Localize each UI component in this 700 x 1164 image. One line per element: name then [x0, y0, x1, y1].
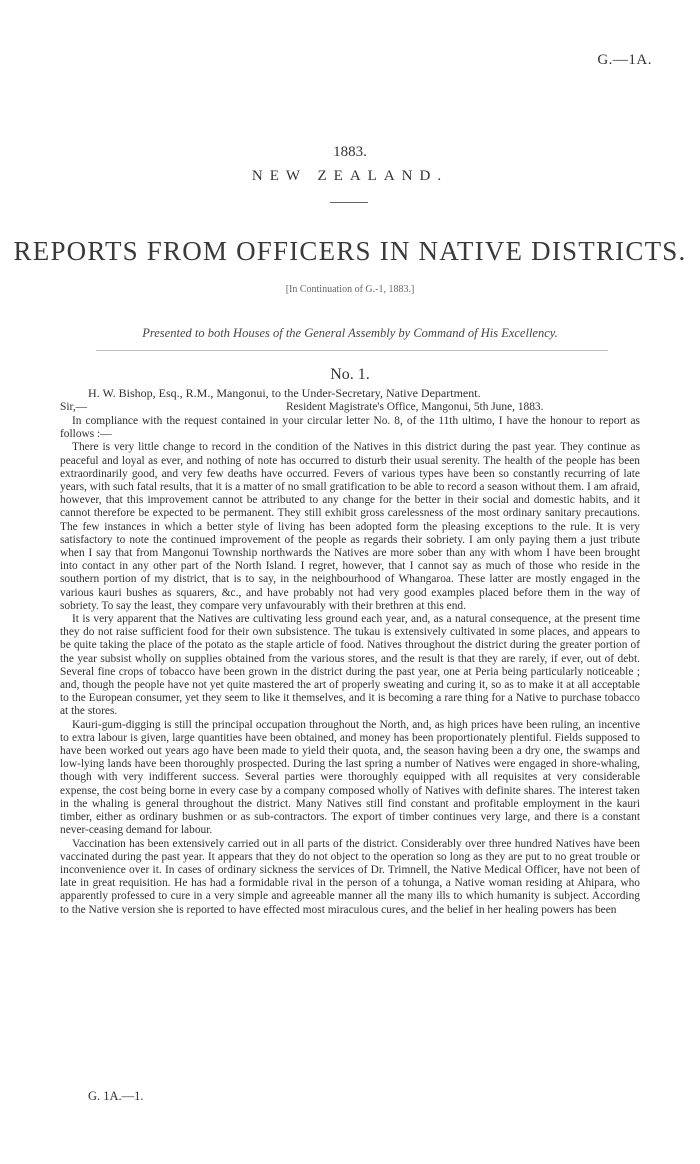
paragraph-health: There is very little change to record in the condition of the Natives in this district during the past year. They continue as peaceful and loyal as ever, and nothing of note has occurred to disturb their usual serenity. The health of the people has been extraordinarily good, and very few deaths have occurred. Fevers of various types have been so constantly recurring of late years, with such fatal results, that it is a matter of no small gratification to be able to record a season without them. I am afraid, however, that this improvement cannot be attributed to any change for the better in their social and domestic habits, and it cannot therefore be expected to be permanent. They still exhibit gross carelessness of the most ordinary sanitary precautions. The few instances in which a better style of living has been adopted form the pleasing exceptions to the rule. It is very satisfactory to note the continued improvement of the people as regards their sobriety. I am only paying them a just tribute when I say that from Mangonui Township northwards the Natives are more sober than any with whom I have been brought into contact in any other part of the North Island. I regret, however, that I cannot say as much of those who reside in the southern portion of my district, that is to say, in the neighbourhood of Whangaroa. These latter are mostly engaged in the various kauri bushes as squarers, &c., and have probably not had very good examples placed before them in the way of sobriety. To say the least, they compare very unfavourably with their brethren at this end.: [60, 441, 640, 612]
paragraph-gum-digging: Kauri-gum-digging is still the principal occupation throughout the North, and, as high prices have been ruling, an incentive to extra labour is given, large quantities have been obtained, and money has been proportionately plentiful. Fields supposed to have been worked out years ago have been made to yield their quota, and, the season having been a dry one, the swamps and low-lying lands have been thoroughly prospected. During the last spring a number of Natives were engaged in shore-whaling, though with very indifferent success. Several parties were thoroughly equipped with all requisites at very considerable expense, the cost being borne in every case by a company composed wholly of Natives with definite shares. The interest taken in the whaling is general throughout the district. Many Natives still find constant and profitable employment in the kauri timber, either as ordinary bushmen or as sub-contractors. The export of timber continues very large, and there is a constant never-ceasing demand for labour.: [60, 718, 640, 837]
report-body: [60, 386, 640, 917]
paragraph-vaccination: Vaccination has been extensively carried out in all parts of the district. Considerably over three hundred Natives have been vaccinated during the past year. It appears that they do not object to the operation so long as they are put to no great trouble or inconvenience over it. In cases of ordinary sickness the services of Dr. Trimnell, the Native Medical Officer, have not been of late in great requisition. He has had a formidable rival in the person of a tohunga, a Native woman residing at Ahipara, who apparently professed to cure in a very simple and agreeable manner all the many ills to which humanity is subject. According to the Native version she is reported to have effected most miraculous cures, and the belief in her healing powers has been: [60, 837, 640, 916]
report-address: H. W. Bishop, Esq., R.M., Mangonui, to the Under-Secretary, Native Department.: [88, 386, 481, 400]
office-date-line: Resident Magistrate's Office, Mangonui, 5th June, 1883.: [286, 401, 544, 413]
intro-paragraph: In compliance with the request contained in your circular letter No. 8, of the 11th ultimo, I have the honour to report as follows :—: [60, 415, 640, 441]
page-reference: G.—1A.: [597, 52, 652, 68]
salutation: Sir,—: [60, 401, 88, 413]
presented-line: Presented to both Houses of the General Assembly by Command of His Excellency.: [142, 326, 558, 340]
year-heading: 1883.: [333, 144, 367, 160]
footer-page-reference: G. 1A.—1.: [88, 1089, 144, 1103]
long-divider: [96, 350, 608, 351]
country-heading: NEW ZEALAND.: [251, 168, 449, 184]
report-number: No. 1.: [330, 366, 370, 383]
short-divider: [330, 202, 368, 203]
salutation-line: [60, 401, 640, 415]
continuation-note: [In Continuation of G.-1, 1883.]: [285, 284, 415, 295]
paragraph-cultivation: It is very apparent that the Natives are cultivating less ground each year, and, as a natural consequence, at the present time they do not raise sufficient food for their own subsistence. The tukau is extensively cultivated in some places, and appears to be quite taking the place of the potato as the staple article of food. Natives throughout the district during the greater portion of the year subsist wholly on supplies obtained from the various stores, and the result is that they are rarely, if ever, out of debt. Several fine crops of tobacco have been grown in the district during the past year, one at Peria being particularly noticeable ; and, though the people have not yet quite mastered the art of properly sweating and curing it, so as to make it at all acceptable to the European consumer, yet they seem to like it themselves, and it is becoming a rare thing for a Native to purchase tobacco at the stores.: [60, 613, 640, 718]
page-title: REPORTS FROM OFFICERS IN NATIVE DISTRICTS.: [13, 236, 687, 266]
